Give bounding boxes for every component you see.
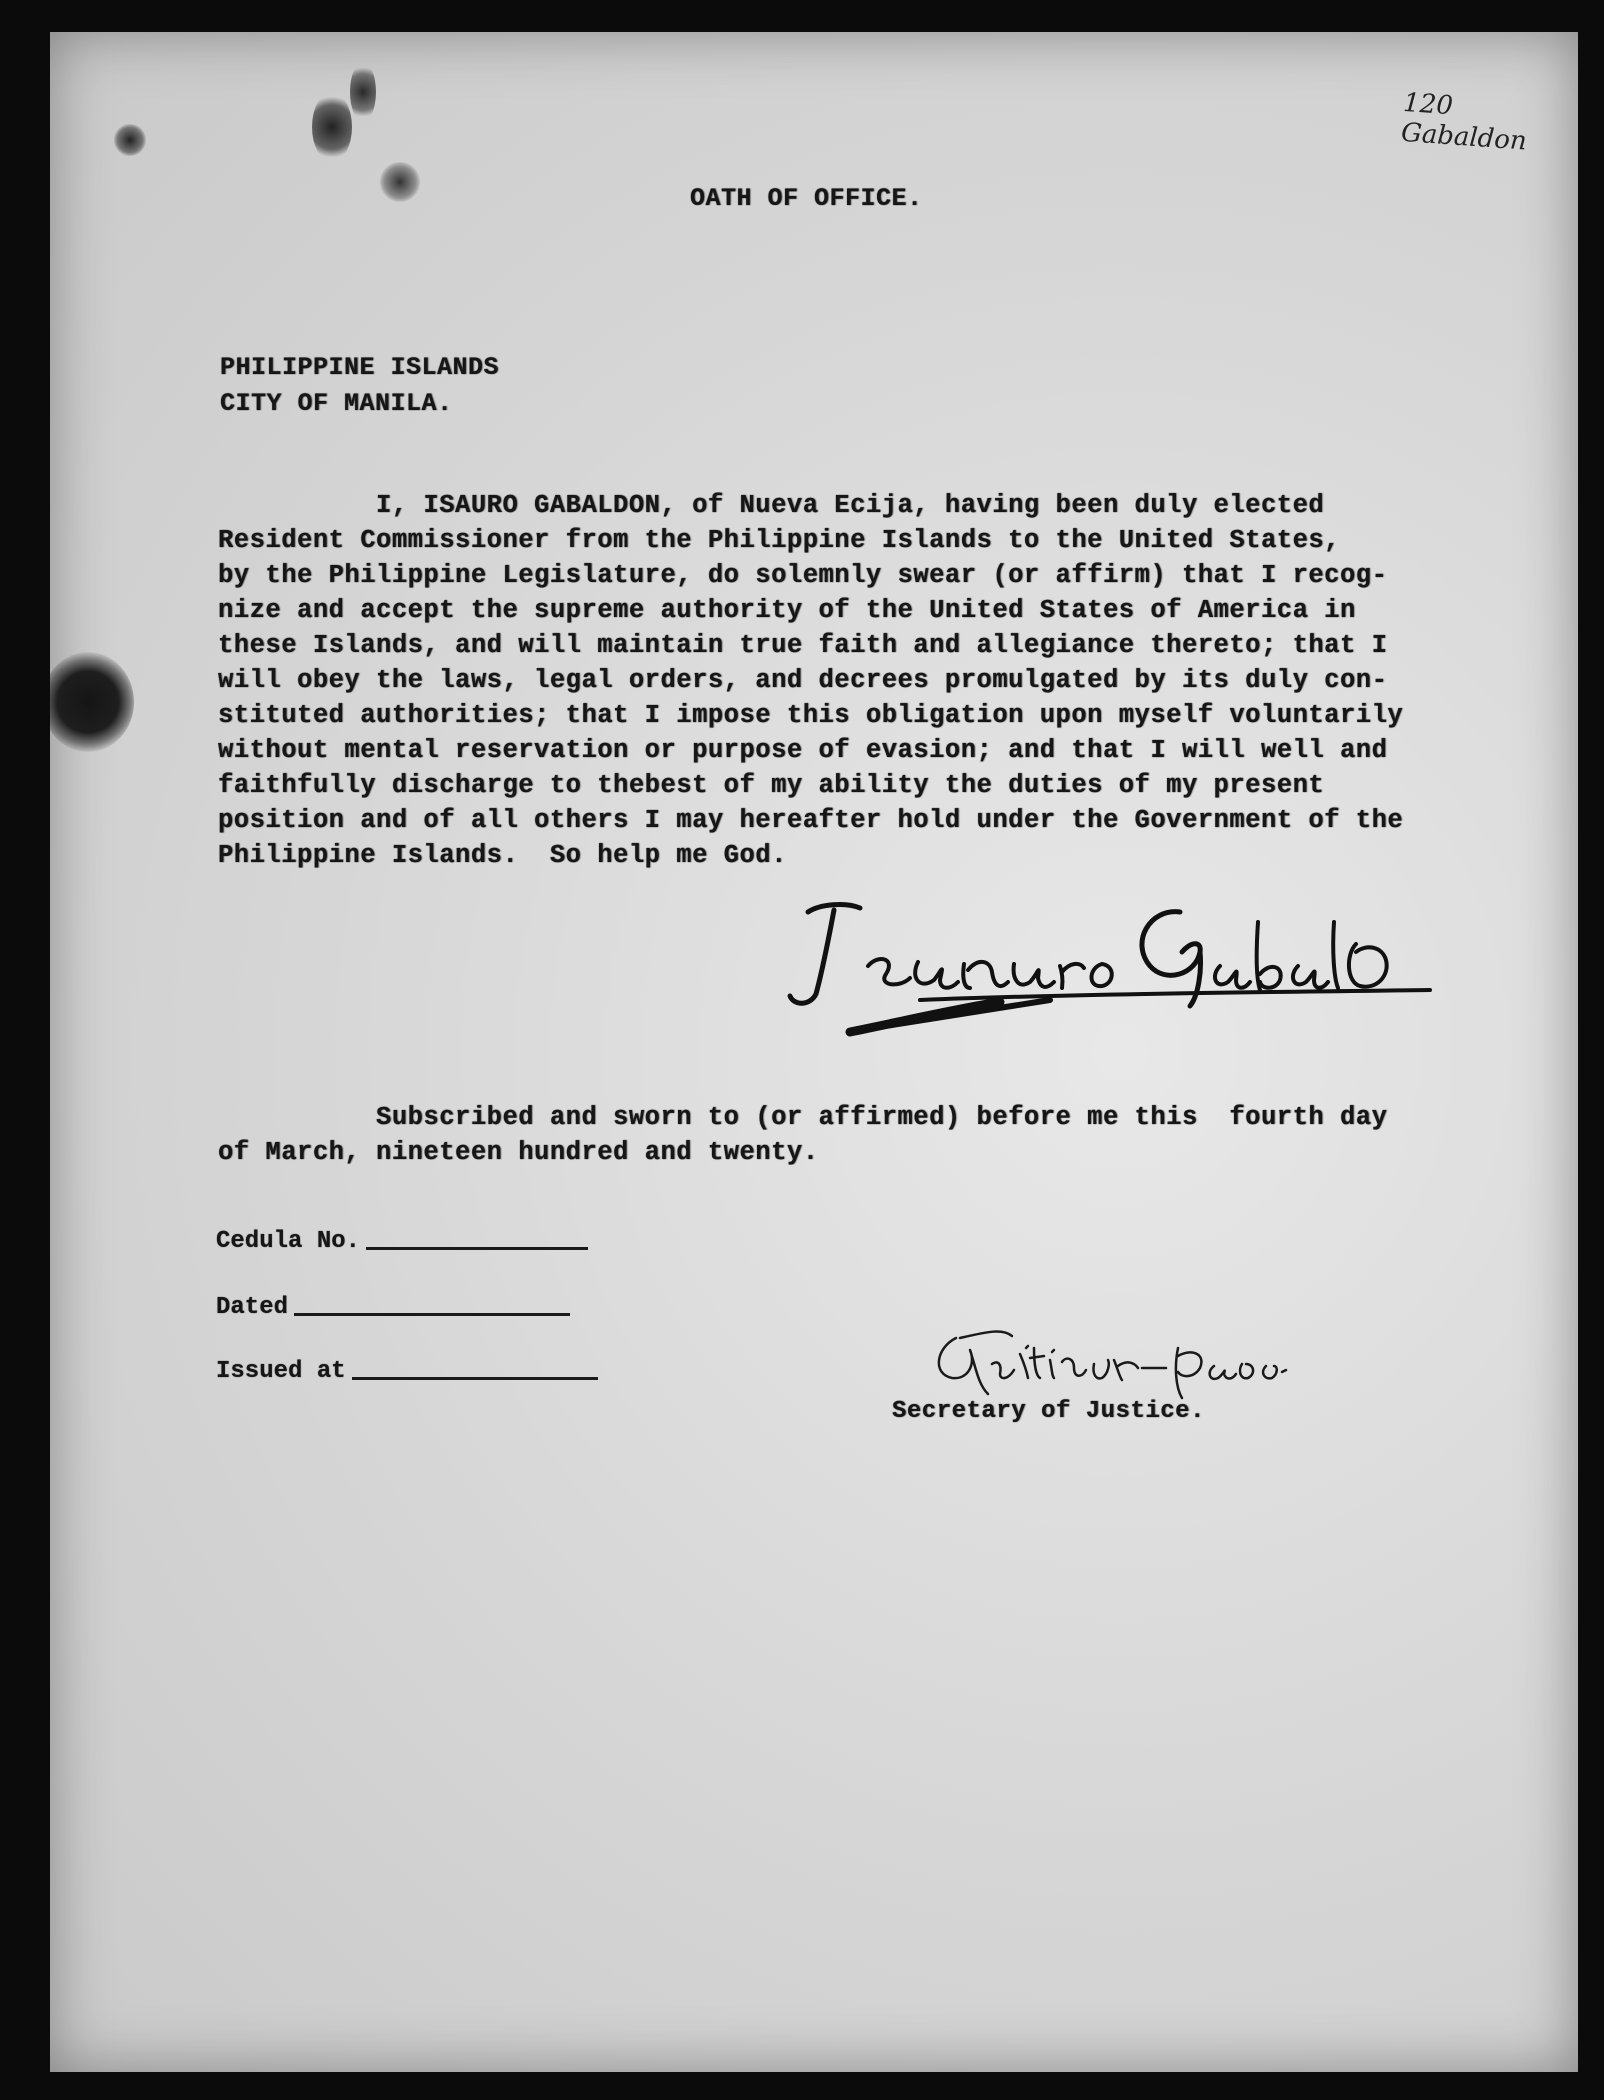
issued-blank [352,1377,598,1380]
dated-blank [294,1313,570,1316]
oath-line: faithfully discharge to thebest of my ability the duties of my present [218,771,1325,800]
oath-line: without mental reservation or purpose of evasion; and that I will well and [218,736,1388,765]
oath-line: Philippine Islands. So help me God. [218,841,787,870]
issued-label: Issued at [216,1358,346,1385]
issued-field [216,1358,598,1385]
venue-block [220,350,499,422]
dated-field [216,1294,570,1321]
oath-line: will obey the laws, legal orders, and decrees promulgated by its duly con- [218,666,1388,695]
document-page [50,32,1578,2072]
cedula-label: Cedula No. [216,1228,361,1255]
oath-line: by the Philippine Legislature, do solemnly swear (or affirm) that I recog- [218,561,1388,590]
document-title: OATH OF OFFICE. [690,184,923,213]
ink-stain [350,62,376,122]
dated-label: Dated [216,1294,289,1321]
oath-line: these Islands, and will maintain true faith and allegiance thereto; that I [218,631,1388,660]
punch-hole [50,652,134,752]
handwritten-annotation: 120 Gabaldon [1400,87,1528,157]
oath-line: I, ISAURO GABALDON, of Nueva Ecija, having been duly elected [218,491,1325,520]
commissioner-signature [750,882,1450,1082]
ink-stain [312,92,352,162]
oath-line: Resident Commissioner from the Philippine Islands to the United States, [218,526,1340,555]
jurat-paragraph [218,1100,1387,1170]
oath-paragraph [218,488,1498,873]
venue-line: CITY OF MANILA. [220,389,453,418]
cedula-blank [366,1247,588,1250]
ink-stain [380,162,420,202]
oath-line: stituted authorities; that I impose this obligation upon myself voluntarily [218,701,1404,730]
cedula-field [216,1228,588,1255]
secretary-signature [916,1308,1336,1408]
secretary-title: Secretary of Justice. [892,1398,1205,1425]
oath-line: nize and accept the supreme authority of the United States of America in [218,596,1356,625]
oath-line: position and of all others I may hereafter hold under the Government of the [218,806,1404,835]
jurat-line: of March, nineteen hundred and twenty. [218,1138,819,1167]
venue-line: PHILIPPINE ISLANDS [220,353,500,382]
jurat-line: Subscribed and sworn to (or affirmed) before me this fourth day [218,1103,1388,1132]
ink-stain [114,124,146,156]
